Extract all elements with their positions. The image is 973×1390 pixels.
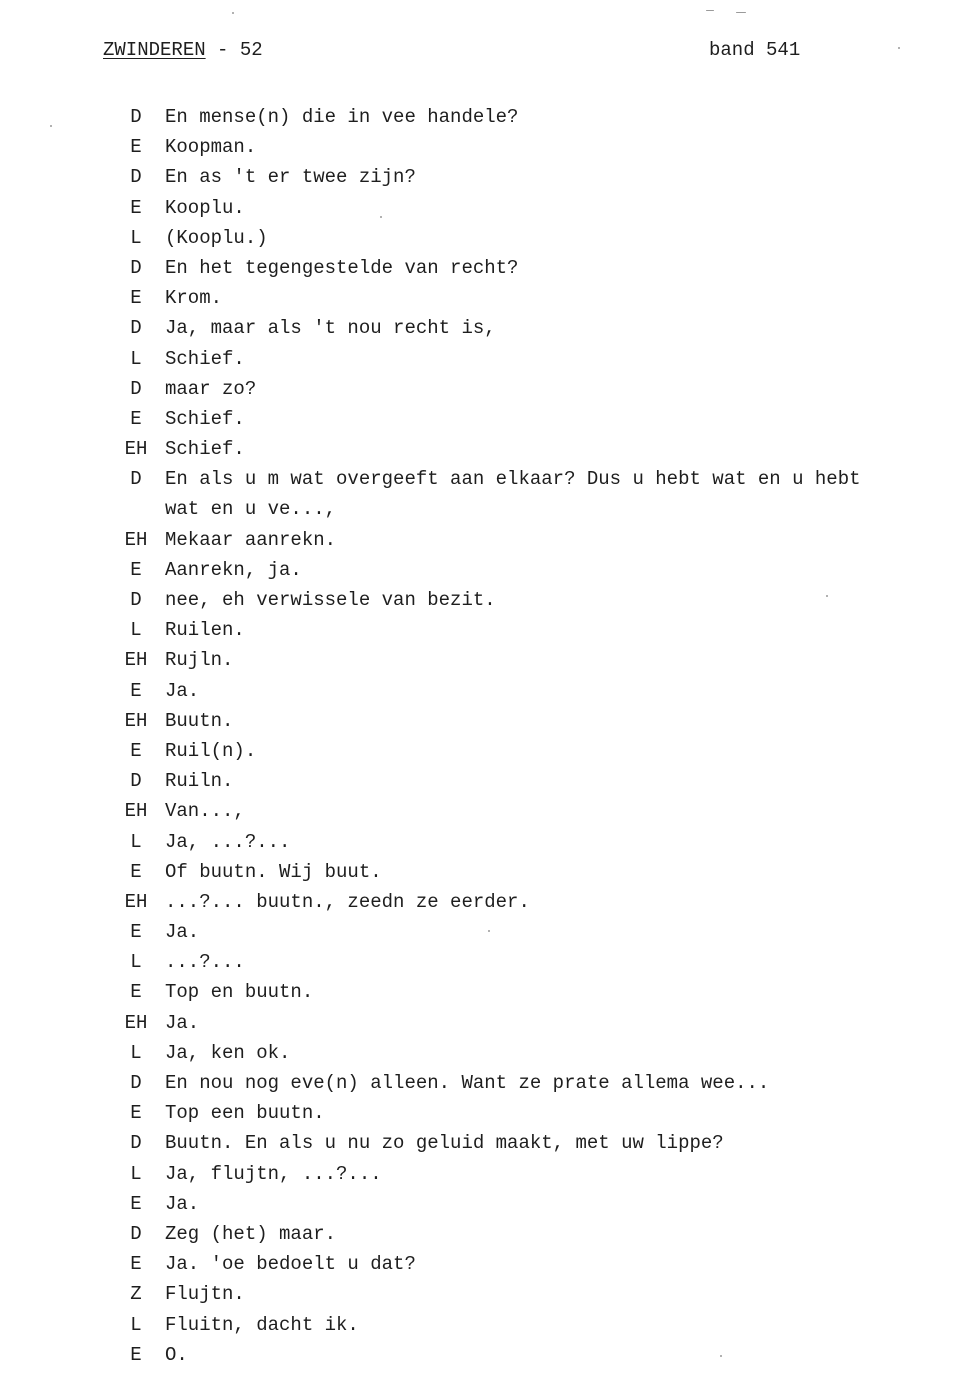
transcript-line [0, 857, 973, 887]
scan-speck [898, 47, 900, 49]
utterance-text: Aanrekn, ja. [165, 558, 302, 581]
utterance-text: Ja. 'oe bedoelt u dat? [165, 1253, 416, 1276]
tape-label: band 541 [709, 39, 801, 61]
speaker-code: EH [124, 890, 148, 913]
speaker-code: D [130, 1222, 142, 1245]
transcript-line [0, 1279, 973, 1309]
speaker-code: L [130, 347, 142, 370]
scan-speck [232, 12, 234, 14]
utterance-text: Fluitn, dacht ik. [165, 1313, 359, 1336]
utterance-text: Ja, flujtn, ...?... [165, 1162, 382, 1185]
scan-speck [826, 595, 828, 597]
speaker-code: E [130, 921, 142, 944]
utterance-text: Ruil(n). [165, 739, 257, 762]
transcript-line [0, 193, 973, 223]
utterance-text: Koopman. [165, 136, 257, 159]
speaker-code: E [130, 1192, 142, 1215]
transcript-line [0, 223, 973, 253]
speaker-code: L [130, 1313, 142, 1336]
transcript-line [0, 344, 973, 374]
utterance-text: Ja. [165, 679, 200, 702]
utterance-text: Ja. [165, 1192, 200, 1215]
utterance-text: En nou nog eve(n) alleen. Want ze prate allema wee... [165, 1072, 770, 1094]
transcript-line [0, 1128, 973, 1158]
utterance-text: Zeg (het) maar. [165, 1222, 337, 1245]
utterance-text: Schief. [165, 407, 245, 430]
scan-speck [50, 125, 52, 127]
transcript-line [0, 766, 973, 796]
utterance-text: Ruilen. [165, 619, 245, 642]
utterance-text: ...?... [165, 951, 245, 974]
utterance-text: Ja, maar als 't nou recht is, [165, 317, 496, 340]
transcript-line [0, 404, 973, 434]
speaker-code: L [130, 951, 142, 974]
transcript-line [0, 555, 973, 585]
speaker-code: E [130, 196, 142, 219]
page-header-left [103, 39, 263, 61]
utterance-text: Ja. [165, 1011, 200, 1034]
utterance-text: Top en buutn. [165, 981, 314, 1004]
utterance-text: Top een buutn. [165, 1102, 325, 1125]
utterance-text: En mense(n) die in vee handele? [165, 106, 519, 128]
utterance-text: Rujln. [165, 649, 234, 672]
utterance-text: Kooplu. [165, 196, 245, 219]
speaker-code: L [130, 1041, 142, 1064]
transcript-line [0, 1340, 973, 1370]
speaker-code: E [130, 981, 142, 1004]
transcript-line [0, 464, 973, 494]
transcript-line [0, 706, 973, 736]
speaker-code: E [130, 1102, 142, 1125]
speaker-code: EH [124, 709, 148, 732]
utterance-text: Flujtn. [165, 1283, 245, 1306]
utterance-text: Schief. [165, 438, 245, 461]
transcript-line [0, 1249, 973, 1279]
speaker-code: EH [124, 1011, 148, 1034]
speaker-code: D [130, 1132, 142, 1155]
transcript-line [0, 1310, 973, 1340]
speaker-code: E [130, 739, 142, 762]
speaker-code: EH [124, 649, 148, 672]
speaker-code: L [130, 619, 142, 642]
utterance-text: Buutn. [165, 709, 234, 732]
speaker-code: D [130, 166, 142, 189]
transcript-line [0, 645, 973, 675]
speaker-code: L [130, 830, 142, 853]
transcript [0, 102, 973, 1370]
transcript-line [0, 736, 973, 766]
speaker-code: L [130, 1162, 142, 1185]
transcript-line [0, 1219, 973, 1249]
speaker-code: D [130, 1072, 142, 1094]
transcript-line [0, 585, 973, 615]
speaker-code: EH [124, 800, 148, 823]
page-number: - 52 [205, 39, 263, 61]
speaker-code: D [130, 468, 142, 491]
utterance-text: O. [165, 1343, 188, 1366]
scan-speck [706, 10, 714, 11]
speaker-code: E [130, 287, 142, 310]
speaker-code: E [130, 1253, 142, 1276]
utterance-text: Mekaar aanrekn. [165, 528, 337, 551]
speaker-code: D [130, 377, 142, 400]
transcript-line [0, 796, 973, 826]
transcript-line [0, 1038, 973, 1068]
speaker-code: D [130, 317, 142, 340]
transcript-line [0, 1098, 973, 1128]
utterance-text: wat en u ve..., [165, 498, 337, 521]
utterance-text: En as 't er twee zijn? [165, 166, 416, 189]
scan-speck [380, 216, 382, 218]
speaker-code: E [130, 558, 142, 581]
transcript-line [0, 313, 973, 343]
speaker-code: E [130, 136, 142, 159]
speaker-code: E [130, 679, 142, 702]
transcript-line [0, 1008, 973, 1038]
transcript-line [0, 283, 973, 313]
scan-speck [736, 12, 746, 13]
transcript-line [0, 1189, 973, 1219]
utterance-text: ...?... buutn., zeedn ze eerder. [165, 890, 530, 913]
utterance-text: Ja, ken ok. [165, 1041, 291, 1064]
utterance-text: Ja, ...?... [165, 830, 291, 853]
transcript-continuation-line [0, 494, 973, 524]
transcript-line [0, 253, 973, 283]
speaker-code: D [130, 256, 142, 279]
transcript-line [0, 1159, 973, 1189]
utterance-text: Ruiln. [165, 770, 234, 793]
transcript-line [0, 102, 973, 132]
utterance-text: Van..., [165, 800, 245, 823]
speaker-code: D [130, 589, 142, 611]
utterance-text: Schief. [165, 347, 245, 370]
scan-speck [720, 1355, 722, 1357]
transcript-line [0, 1068, 973, 1098]
speaker-code: L [130, 226, 142, 249]
utterance-text: Buutn. En als u nu zo geluid maakt, met uw lippe? [165, 1132, 724, 1155]
utterance-text: Ja. [165, 921, 200, 944]
transcript-line [0, 977, 973, 1007]
utterance-text: En als u m wat overgeeft aan elkaar? Dus u hebt wat en u hebt [165, 468, 861, 491]
speaker-code: E [130, 1343, 142, 1366]
utterance-text: maar zo? [165, 377, 257, 400]
transcript-line [0, 525, 973, 555]
transcript-line [0, 132, 973, 162]
speaker-code: D [130, 106, 142, 128]
speaker-code: D [130, 770, 142, 793]
utterance-text: (Kooplu.) [165, 226, 268, 249]
speaker-code: EH [124, 438, 148, 461]
transcript-line [0, 615, 973, 645]
transcript-line [0, 162, 973, 192]
transcript-line [0, 434, 973, 464]
transcript-line [0, 947, 973, 977]
speaker-code: E [130, 860, 142, 883]
place-name: ZWINDEREN [103, 39, 206, 61]
utterance-text: En het tegengestelde van recht? [165, 256, 519, 279]
transcript-line [0, 917, 973, 947]
utterance-text: nee, eh verwissele van bezit. [165, 589, 496, 611]
utterance-text: Of buutn. Wij buut. [165, 860, 382, 883]
speaker-code: EH [124, 528, 148, 551]
speaker-code: E [130, 407, 142, 430]
transcript-line [0, 827, 973, 857]
transcript-line [0, 887, 973, 917]
transcript-line [0, 676, 973, 706]
utterance-text: Krom. [165, 287, 223, 310]
speaker-code: Z [130, 1283, 142, 1306]
transcript-line [0, 374, 973, 404]
scan-speck [488, 930, 490, 932]
